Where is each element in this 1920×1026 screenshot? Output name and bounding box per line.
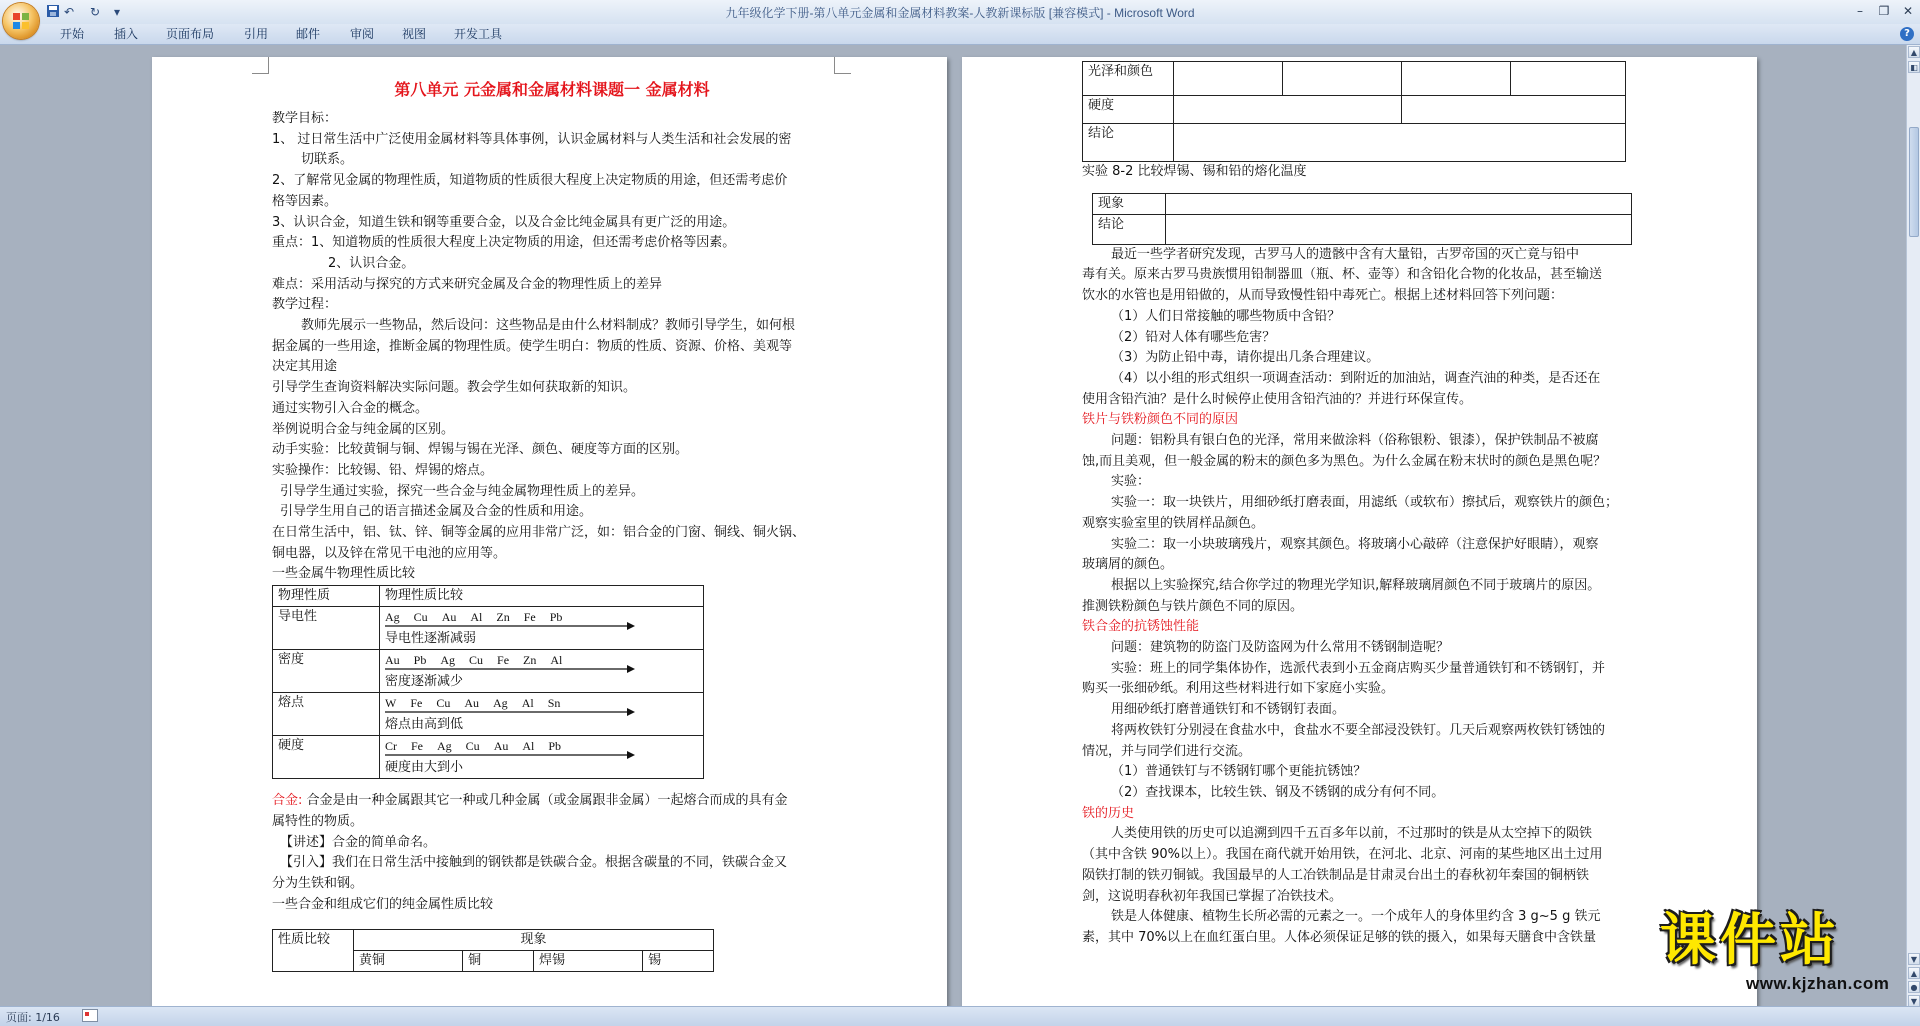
element-symbol: Al <box>522 739 535 754</box>
row-label-cell: 现象 <box>1093 193 1166 214</box>
tab-mailings[interactable]: 邮件 <box>296 27 321 41</box>
text-line: 玻璃屑的颜色。 <box>1082 557 1174 573</box>
text-line: （4）以小组的形式组织一项调查活动：到附近的加油站，调查汽油的种类，是否还在 <box>1111 370 1601 386</box>
table-header-row <box>273 930 714 951</box>
element-symbol: Ag <box>440 653 456 668</box>
element-symbol: Pb <box>548 739 562 754</box>
tab-view[interactable]: 视图 <box>402 27 427 41</box>
tab-review[interactable]: 审阅 <box>350 27 375 41</box>
text-line: 问题：铝粉具有银白色的光泽，常用来做涂料（俗称银粉、银漆），保护铁制品不被腐 <box>1111 433 1599 449</box>
element-symbol: Au <box>464 696 480 711</box>
ruler-toggle-button[interactable]: ◧ <box>1908 61 1920 73</box>
text-line: 难点：采用活动与探究的方式来研究金属及合金的物理性质上的差异 <box>272 276 663 292</box>
trend-arrow-icon <box>385 706 635 718</box>
text-line: （1）普通铁钉与不锈钢钉哪个更能抗锈蚀？ <box>1111 764 1367 780</box>
close-button[interactable]: ✕ <box>1902 4 1914 18</box>
text-line: 问题：建筑物的防盗门及防盗网为什么常用不锈钢制造呢？ <box>1111 640 1450 656</box>
text-line: 3、认识合金，知道生铁和钢等重要合金，以及合金比纯金属具有更广泛的用途。 <box>272 214 736 230</box>
text-line: 在日常生活中，铝、钛、锌、铜等金属的应用非常广泛，如：铝合金的门窗、铜线、铜火锅、 <box>272 525 806 541</box>
element-symbol: Au <box>385 653 400 668</box>
text-line: 切联系。 <box>301 152 354 168</box>
page-1-text[interactable] <box>272 75 832 972</box>
table-row <box>1093 193 1632 214</box>
trend-label: 硬度由大到小 <box>385 760 464 776</box>
table-subheader-cell: 黄铜 <box>354 951 463 972</box>
element-symbol: Cu <box>469 653 484 668</box>
table-row <box>273 736 704 779</box>
table-header-cell: 现象 <box>354 930 714 951</box>
element-symbol: Au <box>441 610 457 625</box>
property-cell: 熔点 <box>273 693 380 736</box>
table-subheader-cell: 铜 <box>463 951 534 972</box>
next-page-button[interactable]: ▼ <box>1908 995 1920 1007</box>
text-line: 人类使用铁的历史可以追溯到四千五百多年以前，不过那时的铁是从太空掉下的陨铁 <box>1111 826 1593 842</box>
page-title: 第八单元 元金属和金属材料课题一 金属材料 <box>394 80 710 99</box>
comparison-cell <box>380 736 704 779</box>
scroll-up-button[interactable]: ▲ <box>1908 46 1920 58</box>
text-line: 属特性的物质。 <box>272 813 364 829</box>
text-line: 教学过程： <box>272 297 338 313</box>
table-header-cell: 物理性质比较 <box>380 586 704 607</box>
empty-cell <box>1174 62 1283 96</box>
element-symbol: Ag <box>385 610 400 625</box>
empty-cell <box>1402 62 1511 96</box>
empty-cell <box>1166 193 1632 214</box>
text-line: 陨铁打制的铁刃铜钺。我国最早的人工冶铁制品是甘肃灵台出土的春秋初年秦国的铜柄铁 <box>1082 867 1590 883</box>
watermark <box>1660 910 1916 1002</box>
tab-developer[interactable]: 开发工具 <box>454 27 503 41</box>
element-symbol: Au <box>493 739 509 754</box>
element-symbol: Zn <box>496 610 510 625</box>
text-line: 使用含铅汽油？是什么时候停止使用含铅汽油的？并进行环保宣传。 <box>1082 391 1473 407</box>
help-icon[interactable]: ? <box>1900 27 1914 41</box>
window-title: 九年级化学下册-第八单元金属和金属材料教案-人教新课标版 [兼容模式] - Microsoft Word <box>725 6 1195 20</box>
text-line: 素，其中 70%以上在血红蛋白里。人体必须保证足够的铁的摄入，如果每天膳食中含铁量 <box>1082 929 1597 945</box>
empty-paragraph <box>272 915 832 929</box>
minimize-button[interactable]: – <box>1857 4 1863 18</box>
document-area[interactable] <box>0 45 1906 1006</box>
text-line: （3）为防止铅中毒，请你提出几条合理建议。 <box>1111 350 1380 366</box>
trend-arrow-icon <box>385 663 635 675</box>
trend-label: 熔点由高到低 <box>385 717 464 733</box>
document-page-1[interactable] <box>152 57 947 1006</box>
redo-button[interactable]: ↻ <box>90 5 101 19</box>
scroll-thumb[interactable] <box>1909 127 1919 237</box>
text-line: 教学目标： <box>272 111 338 126</box>
maximize-button[interactable]: ❐ <box>1878 4 1890 18</box>
trend-label: 导电性逐渐减弱 <box>385 631 477 647</box>
property-cell: 密度 <box>273 650 380 693</box>
element-symbol: Zn <box>523 653 537 668</box>
text-line: （2）铅对人体有哪些危害？ <box>1111 329 1276 345</box>
element-symbol: Al <box>521 696 534 711</box>
trend-arrow-icon <box>385 620 635 632</box>
property-cell: 硬度 <box>273 736 380 779</box>
table-header-cell: 物理性质 <box>273 586 380 607</box>
text-line: 推测铁粉颜色与铁片颜色不同的原因。 <box>1082 598 1304 614</box>
text-line: 举例说明合金与纯金属的区别。 <box>272 421 455 437</box>
row-label-cell: 光泽和颜色 <box>1083 62 1174 96</box>
page-2-paragraphs <box>1082 245 1644 949</box>
text-line: 毒有关。原来古罗马贵族惯用铅制器皿（瓶、杯、壶等）和含铅化合物的化妆品，甚至输送 <box>1082 267 1603 283</box>
element-symbol: Ag <box>493 696 508 711</box>
text-line: 一些合金和组成它们的纯金属性质比较 <box>272 896 494 912</box>
text-line: 引导学生通过实验，探究一些合金与纯金属物理性质上的差异。 <box>280 483 645 499</box>
experiment-title: 实验 8-2 比较焊锡、锡和铅的熔化温度 <box>1082 164 1307 179</box>
melting-experiment-table[interactable] <box>1092 193 1632 245</box>
customize-toolbar-button[interactable]: ▾ <box>114 5 121 19</box>
empty-cell <box>1174 96 1402 124</box>
text-line: 【讲述】合金的简单命名。 <box>280 834 437 850</box>
table-row <box>1093 214 1632 244</box>
text-line: 用细砂纸打磨普通铁钉和不锈钢钉表面。 <box>1111 702 1346 718</box>
scroll-down-button[interactable]: ▼ <box>1908 953 1920 965</box>
element-symbol: Fe <box>411 739 423 754</box>
alloy-label: 合金: <box>272 793 303 809</box>
element-symbol: Cu <box>465 739 480 754</box>
office-button[interactable] <box>3 3 39 39</box>
property-cell: 导电性 <box>273 607 380 650</box>
text-line: 实验一：取一块铁片，用细砂纸打磨表面，用滤纸（或软布）擦拭后，观察铁片的颜色； <box>1111 495 1619 511</box>
text-line: 重点：1、知道物质的性质很大程度上决定物质的用途，但还需考虑价格等因素。 <box>272 235 736 251</box>
text-line: 2、了解常见金属的物理性质，知道物质的性质很大程度上决定物质的用途，但还需考虑价 <box>272 173 788 189</box>
text-line: 铁是人体健康、植物生长所必需的元素之一。一个成年人的身体里约含 3 g~5 g 铁元 <box>1111 909 1601 925</box>
text-line: 饮水的水管也是用铅做的，从而导致慢性铅中毒死亡。根据上述材料回答下列问题： <box>1082 288 1564 304</box>
table-row <box>1083 62 1626 96</box>
status-bar <box>0 1006 1920 1026</box>
proofing-icon[interactable] <box>82 1009 98 1022</box>
text-line: 铜电器，以及锌在常见干电池的应用等。 <box>272 545 507 561</box>
alloy-text: 合金是由一种金属跟其它一种或几种金属（或金属跟非金属）一起熔合而成的具有金 <box>302 793 788 809</box>
tab-home[interactable]: 开始 <box>60 27 85 41</box>
trend-label: 密度逐渐减少 <box>385 674 464 690</box>
text-line: 剑，这说明春秋初年我国已掌握了冶铁技术。 <box>1082 888 1343 904</box>
alloy-observation-table[interactable] <box>1082 61 1626 162</box>
element-symbol: Fe <box>410 696 423 711</box>
text-line: 教师先展示一些物品，然后设问：这些物品是由什么材料制成？教师引导学生，如何根 <box>301 318 796 334</box>
empty-paragraph <box>1082 183 1644 193</box>
empty-paragraph <box>272 779 832 791</box>
table-row <box>273 607 704 650</box>
text-line: 实验二：取一小块玻璃残片，观察其颜色。将玻璃小心敲碎（注意保护好眼睛），观察 <box>1111 536 1599 552</box>
element-symbol: Pb <box>549 610 563 625</box>
comparison-cell <box>380 693 704 736</box>
empty-cell <box>1283 62 1402 96</box>
text-line: （1）人们日常接触的哪些物质中含铅？ <box>1111 308 1341 324</box>
table-subheader-cell: 锡 <box>643 951 714 972</box>
text-line: 格等因素。 <box>272 193 338 209</box>
text-line: 引导学生查询资料解决实际问题。教会学生如何获取新的知识。 <box>272 380 637 396</box>
text-line: 动手实验：比较黄铜与铜、焊锡与锡在光泽、颜色、硬度等方面的区别。 <box>272 442 689 458</box>
text-line: 根据以上实验探究,结合你学过的物理光学知识,解释玻璃屑颜色不同于玻璃片的原因。 <box>1111 577 1601 593</box>
element-symbol: Al <box>550 653 563 668</box>
text-line: （其中含铁 90%以上）。我国在商代就开始用铁，在河北、北京、河南的某些地区出土过用 <box>1082 847 1603 863</box>
text-line: 将两枚铁钉分别浸在食盐水中，食盐水不要全部浸没铁钉。几天后观察两枚铁钉锈蚀的 <box>1111 722 1606 738</box>
text-line: 观察实验室里的铁屑样品颜色。 <box>1082 515 1265 531</box>
text-line: 分为生铁和钢。 <box>272 875 364 891</box>
tab-insert[interactable]: 插入 <box>114 27 139 41</box>
table-row <box>273 650 704 693</box>
text-line: 情况，并与同学们进行交流。 <box>1082 743 1252 759</box>
select-browse-object-button[interactable]: ● <box>1908 981 1920 993</box>
empty-cell <box>1166 214 1632 244</box>
vertical-scrollbar[interactable] <box>1906 45 1920 1006</box>
page-count[interactable]: 页面: 1/16 <box>6 1011 60 1024</box>
watermark-title: 课件站 <box>1660 908 1840 973</box>
text-line: 2、认识合金。 <box>328 255 415 271</box>
text-line: 【引入】我们在日常生活中接触到的钢铁都是铁碳合金。根据含碳量的不同，铁碳合金又 <box>280 855 788 871</box>
element-symbol: Ag <box>437 739 452 754</box>
text-line: 通过实物引入合金的概念。 <box>272 400 429 416</box>
section-heading: 铁片与铁粉颜色不同的原因 <box>1082 412 1239 428</box>
alloy-comparison-table[interactable] <box>272 929 714 972</box>
element-symbol: W <box>385 696 397 711</box>
text-line: 蚀,而且美观，但一般金属的粉末的颜色多为黑色。为什么金属在粉末状时的颜色是黑色呢？ <box>1082 453 1607 469</box>
undo-button[interactable]: ↶ <box>64 5 75 19</box>
crop-mark <box>834 57 851 74</box>
text-line: 决定其用途 <box>272 359 338 375</box>
element-symbol: Fe <box>497 653 510 668</box>
table-header-row <box>273 586 704 607</box>
text-line: 引导学生用自己的语言描述金属及合金的性质和用途。 <box>280 504 593 520</box>
title-bar <box>0 0 1920 24</box>
row-label-cell: 硬度 <box>1083 96 1174 124</box>
text-line: 购买一张细砂纸。利用这些材料进行如下家庭小实验。 <box>1082 681 1395 697</box>
trend-arrow-icon <box>385 749 635 761</box>
text-line: （2）查找课本，比较生铁、钢及不锈钢的成分有何不同。 <box>1111 784 1445 800</box>
element-symbol: Al <box>470 610 483 625</box>
alloy-definition <box>272 791 832 812</box>
tab-page-layout[interactable]: 页面布局 <box>166 27 215 41</box>
text-line: 最近一些学者研究发现，古罗马人的遗骸中含有大量铅，古罗帝国的灭亡竟与铅中 <box>1111 246 1580 262</box>
row-label-cell: 结论 <box>1083 124 1174 162</box>
empty-cell <box>1174 124 1626 162</box>
text-line: 实验操作：比较锡、铅、焊锡的熔点。 <box>272 462 494 478</box>
ribbon-tab-bar <box>0 24 1920 45</box>
table-row <box>273 693 704 736</box>
office-logo-icon <box>12 12 30 30</box>
crop-mark <box>252 57 269 74</box>
element-symbol: Sn <box>547 696 561 711</box>
comparison-cell <box>380 650 704 693</box>
element-symbol: Pb <box>413 653 427 668</box>
page-2-text[interactable] <box>1082 61 1644 949</box>
table-subheader-cell: 焊锡 <box>533 951 642 972</box>
document-page-2[interactable] <box>962 57 1757 1006</box>
element-symbol: Cu <box>436 696 451 711</box>
text-line: 据金属的一些用途，推断金属的物理性质。使学生明白：物质的性质、资源、价格、美观等 <box>272 338 793 354</box>
section-heading: 铁的历史 <box>1082 805 1135 821</box>
element-symbol: Fe <box>523 610 536 625</box>
watermark-url: www.kjzhan.com <box>1746 974 1890 993</box>
metal-properties-table[interactable] <box>272 585 704 779</box>
text-line: 实验：班上的同学集体协作，选派代表到小五金商店购买少量普通铁钉和不锈钢钉，并 <box>1111 660 1606 676</box>
element-symbol: Cr <box>385 739 397 754</box>
text-line: 1、 过日常生活中广泛使用金属材料等具体事例，认识金属材料与人类生活和社会发展的密 <box>272 131 792 147</box>
table-header-cell: 性质比较 <box>273 930 354 972</box>
row-label-cell: 结论 <box>1093 214 1166 244</box>
element-symbol: Cu <box>413 610 428 625</box>
table-row <box>1083 124 1626 162</box>
tab-references[interactable]: 引用 <box>244 27 269 41</box>
text-line: 一些金属牛物理性质比较 <box>272 566 416 582</box>
section-heading: 铁合金的抗锈蚀性能 <box>1082 619 1200 635</box>
table-row <box>1083 96 1626 124</box>
text-line: 实验： <box>1111 474 1151 490</box>
empty-cell <box>1511 62 1626 96</box>
empty-cell <box>1402 96 1626 124</box>
previous-page-button[interactable]: ▲ <box>1908 967 1920 979</box>
comparison-cell <box>380 607 704 650</box>
